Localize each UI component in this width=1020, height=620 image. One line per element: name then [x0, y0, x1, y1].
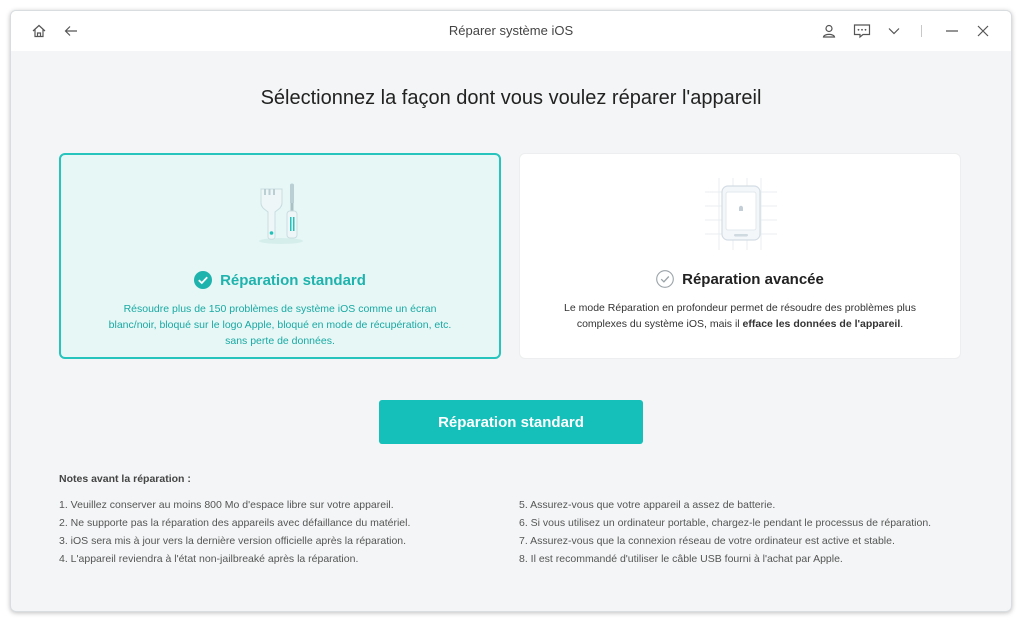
standard-title: Réparation standard: [220, 271, 366, 289]
close-icon[interactable]: [973, 21, 993, 41]
window-title: Réparer système iOS: [448, 23, 574, 38]
title-bar: [11, 11, 1011, 51]
warning-bold-text: efface les données de l'appareil: [742, 318, 901, 330]
user-icon[interactable]: [819, 21, 839, 41]
standard-description: Résoudre plus de 150 problèmes de système iOS comme un écran blanc/noir, bloqué sur le logo Apple, bloqué en mode de récupération, etc. sans perte de données.: [108, 303, 452, 347]
page-title: Sélectionnez la façon dont vous voulez réparer l'appareil: [260, 87, 762, 109]
note-item: 6. Si vous utilisez un ordinateur portable, chargez-le pendant le processus de réparation.: [519, 517, 932, 529]
note-item: 5. Assurez-vous que votre appareil a assez de batterie.: [519, 499, 776, 511]
note-item: 1. Veuillez conserver au moins 800 Mo d'espace libre sur votre appareil.: [59, 499, 394, 511]
minimize-icon[interactable]: [942, 21, 962, 41]
notes-list-left: [59, 496, 479, 568]
standard-title-row: [61, 271, 499, 289]
device-icon: [705, 178, 777, 250]
notes-title: Notes avant la réparation :: [59, 473, 191, 485]
start-repair-button[interactable]: Réparation standard: [379, 400, 643, 444]
note-item: 4. L'appareil reviendra à l'état non-jailbreaké après la réparation.: [59, 553, 359, 565]
tools-icon: [251, 181, 311, 245]
standard-repair-card[interactable]: [59, 153, 501, 359]
chevron-down-icon[interactable]: [884, 21, 904, 41]
feedback-icon[interactable]: [852, 21, 872, 41]
note-item: 3. iOS sera mis à jour vers la dernière version officielle après la réparation.: [59, 535, 407, 547]
advanced-repair-card[interactable]: [519, 153, 961, 359]
note-item: 7. Assurez-vous que la connexion réseau de votre ordinateur est active et stable.: [519, 535, 895, 547]
notes-list-right: [519, 496, 959, 568]
note-item: 2. Ne supporte pas la réparation des appareils avec défaillance du matériel.: [59, 517, 411, 529]
app-window: [10, 10, 1012, 612]
advanced-description: Le mode Réparation en profondeur permet de résoudre des problèmes plus complexes du système iOS, mais il efface les données de l'appareil.: [564, 302, 916, 330]
note-item: 8. Il est recommandé d'utiliser le câble USB fourni à l'achat par Apple.: [519, 553, 843, 565]
check-outline-icon: [656, 270, 674, 288]
advanced-title: Réparation avancée: [682, 270, 824, 288]
titlebar-divider: [921, 25, 922, 37]
advanced-title-row: [520, 270, 960, 288]
check-circle-icon: [194, 271, 212, 289]
